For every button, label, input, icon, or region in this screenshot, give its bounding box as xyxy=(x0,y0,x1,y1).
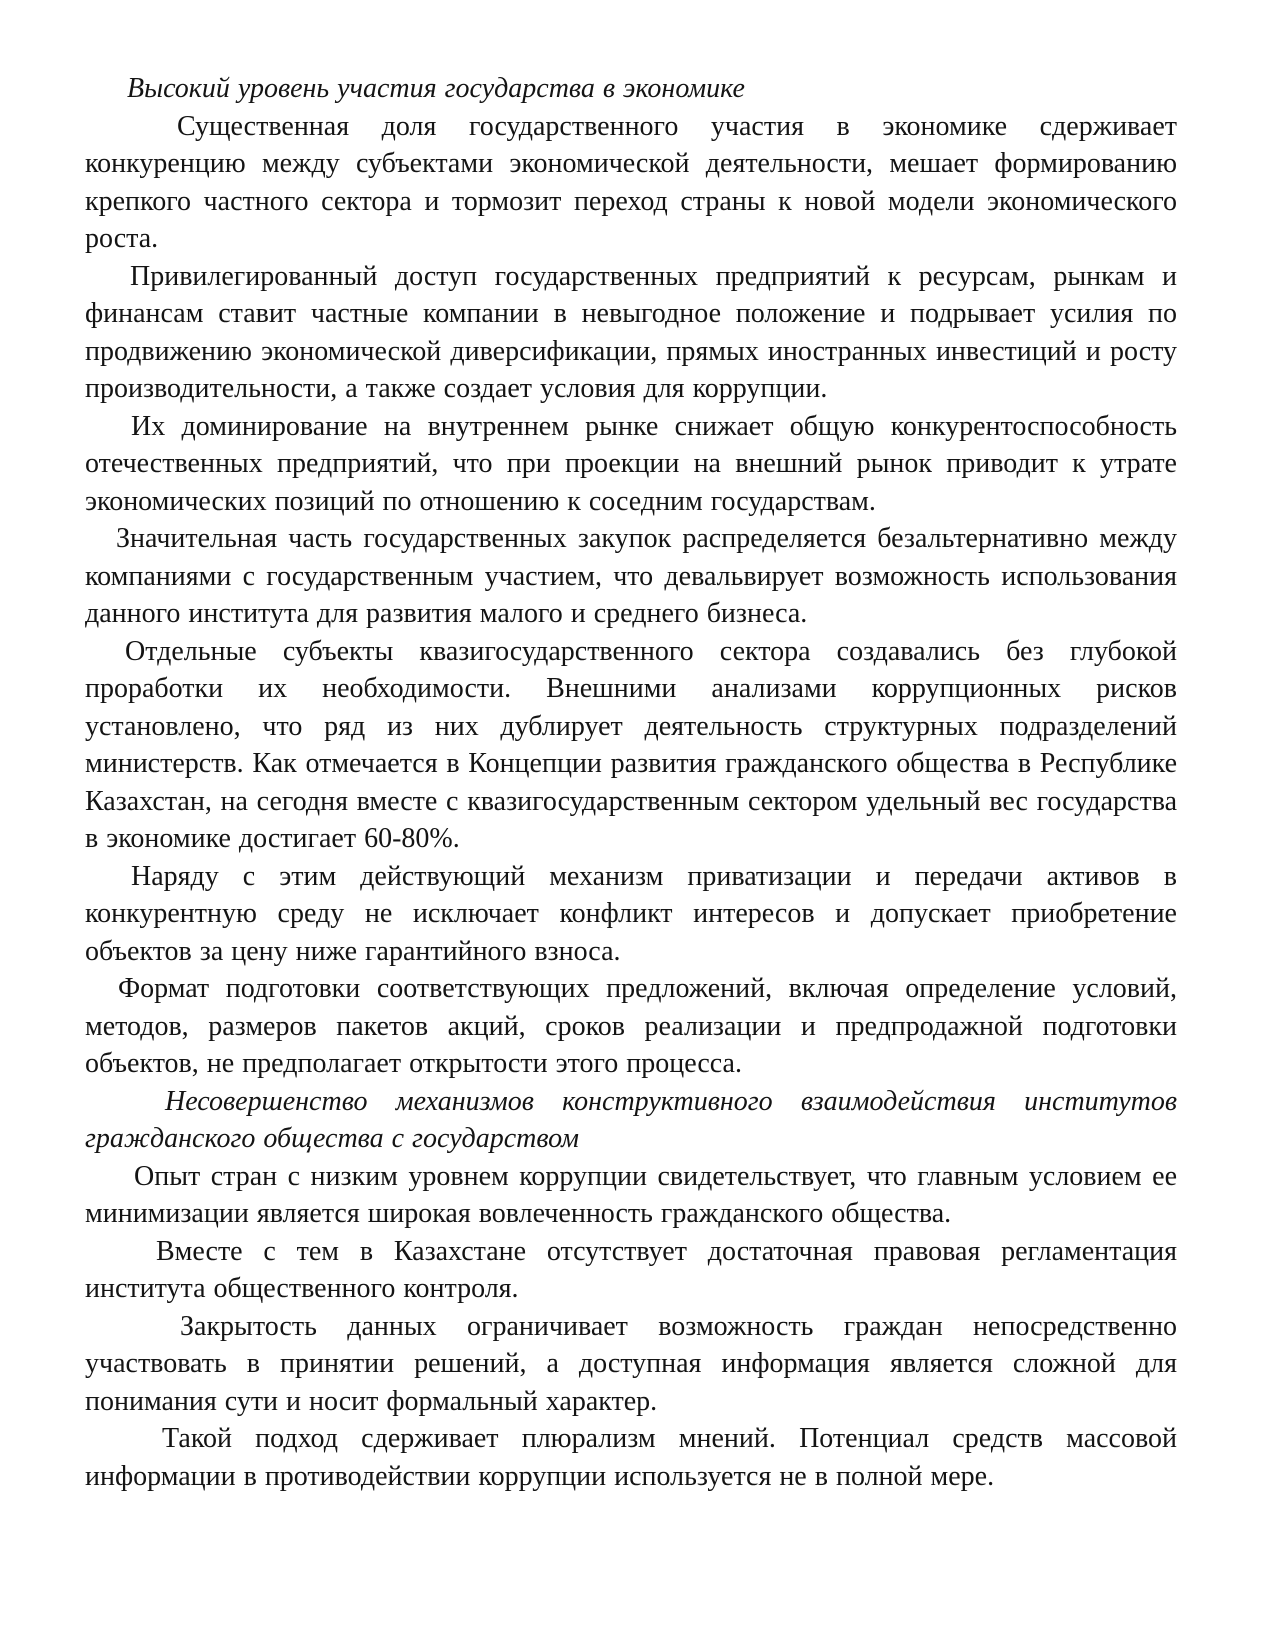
body-paragraph: Формат подготовки соответствующих предложений, включая определение условий, методов, размеров пакетов акций, сроков реализации и предпродажной подготовки объектов, не предполагает открытости этого процесса. xyxy=(85,973,1177,1079)
body-paragraph: Вместе с тем в Казахстане отсутствует достаточная правовая регламентация института общественного контроля. xyxy=(85,1235,1177,1304)
body-paragraph: Такой подход сдерживает плюрализм мнений. Потенциал средств массовой информации в противодействии коррупции используется не в полной мере. xyxy=(85,1423,1177,1492)
body-paragraph: Значительная часть государственных закупок распределяется безальтернативно между компаниями с государственным участием, что девальвирует возможность использования данного института для развития малого и среднего бизнеса. xyxy=(85,523,1177,629)
body-paragraph: Закрытость данных ограничивает возможность граждан непосредственно участвовать в принятии решений, а доступная информация является сложной для понимания сути и носит формальный характер. xyxy=(85,1310,1177,1417)
body-paragraph: Опыт стран с низким уровнем коррупции свидетельствует, что главным условием ее минимизации является широкая вовлеченность гражданского общества. xyxy=(85,1160,1177,1229)
subheading-civil-society-interaction: Несовершенство механизмов конструктивного взаимодействия институтов гражданского общества с государством xyxy=(85,1085,1177,1154)
body-paragraph: Их доминирование на внутреннем рынке снижает общую конкурентоспособность отечественных предприятий, что при проекции на внешний рынок приводит к утрате экономических позиций по отношению к соседним государствам. xyxy=(85,410,1177,517)
body-paragraph: Отдельные субъекты квазигосударственного сектора создавались без глубокой проработки их необходимости. Внешними анализами коррупционных рисков установлено, что ряд из них дублирует деятельность структурных подразделений министерств. Как отмечается в Концепции развития гражданского общества в Республике Казахстан, на сегодня вместе с квазигосударственным сектором удельный вес государства в экономике достигает 60-80%. xyxy=(85,635,1177,854)
subheading-state-participation-in-economy: Высокий уровень участия государства в экономике xyxy=(127,73,745,104)
body-paragraph: Наряду с этим действующий механизм приватизации и передачи активов в конкурентную среду не исключает конфликт интересов и допускает приобретение объектов за цену ниже гарантийного взноса. xyxy=(85,860,1177,967)
body-paragraph: Привилегированный доступ государственных предприятий к ресурсам, рынкам и финансам ставит частные компании в невыгодное положение и подрывает усилия по продвижению экономической диверсификации, прямых иностранных инвестиций и росту производительности, а также создает условия для коррупции. xyxy=(85,260,1177,404)
body-paragraph: Существенная доля государственного участия в экономике сдерживает конкуренцию между субъектами экономической деятельности, мешает формированию крепкого частного сектора и тормозит переход страны к новой модели экономического роста. xyxy=(85,110,1177,254)
